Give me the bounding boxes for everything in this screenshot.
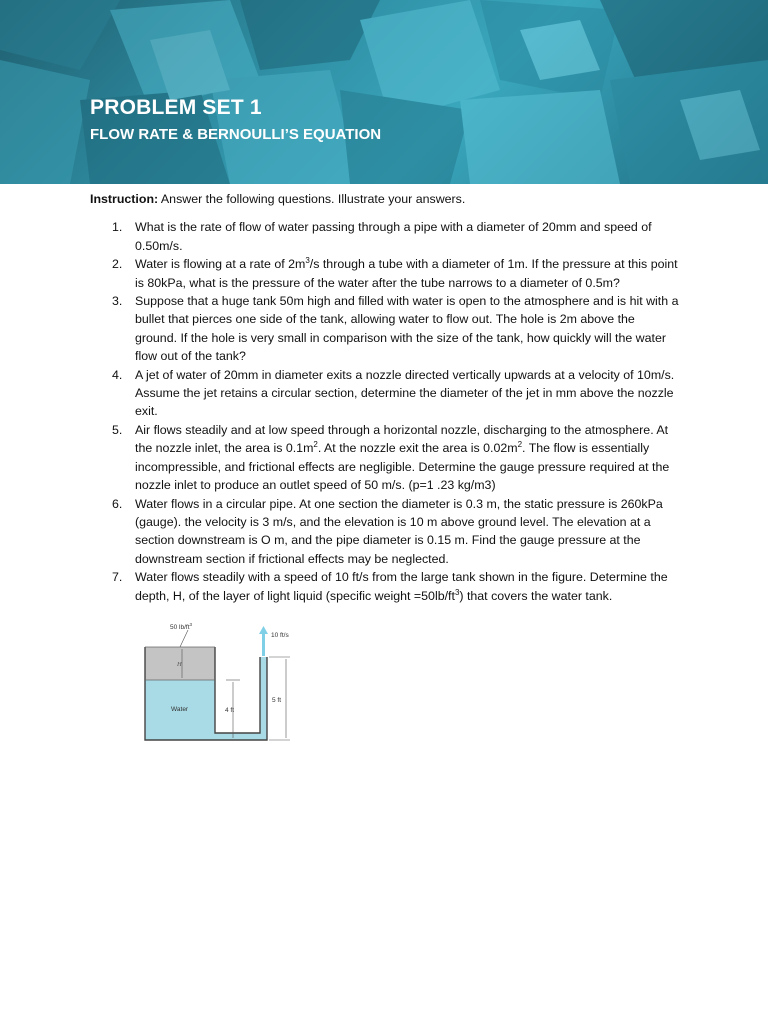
question-3 [90,292,680,366]
superscript: 3 [305,256,310,266]
header-banner [0,0,768,184]
question-6 [90,495,680,569]
superscript: 2 [313,440,318,450]
question-text: Air flows steadily and at low speed through a horizontal nozzle, discharging to the atmosphere. At the nozzle inlet, the area is 0.1m [135,422,669,456]
banner-text [90,96,381,144]
instruction-text: Answer the following questions. Illustrate your answers. [158,192,466,206]
question-text: /s through a tube with a diameter of 1m. If the pressure at this point is 80kPa, what is the pressure of the water after the tube narrows to a diameter of 0.5m? [135,257,678,290]
leader-line [180,630,188,647]
question-number: 4. [112,367,123,382]
question-7 [90,568,680,605]
question-1 [90,218,680,255]
vertical-pipe-water [260,657,267,740]
water-label: Water [171,706,189,713]
question-text: Water flows steadily with a speed of 10 ft/s from the large tank shown in the figure. Determine the depth, H, of the layer of light liquid (specific weight =50lb/ft [135,570,668,603]
height-label: 5 ft [272,697,282,704]
page-title: PROBLEM SET 1 [90,96,262,119]
question-number: 7. [112,570,123,585]
question-text: Suppose that a huge tank 50m high and filled with water is open to the atmosphere and is hit with a bullet that pierces one side of the tank, allowing water to flow out. The hole is 2m above the ground. If the hole is very small in comparison with the size of the tank, how quickly will the water flow out of the tank? [135,294,679,364]
light-liquid-label: 50 $lb/ft^3$ [170,622,193,631]
question-text: . The flow is essentially incompressible, and frictional effects are negligible. Determine the gauge pressure required at the nozzle inlet to produce an outlet speed of 50 m/s. (p=1 .23 kg/m3) [135,441,670,493]
question-text: Water flows in a circular pipe. At one section the diameter is 0.3 m, the static pressure is 260kPa (gauge). the velocity is 3 m/s, and the elevation is 10 m above ground level. The elevation at a section downstream is O m, and the pipe diameter is 0.15 m. Find the gauge pressure at the downstream section if frictional effects may be neglected. [135,496,663,566]
question-list [90,218,680,605]
instruction-label: Instruction: [90,192,159,206]
flow-arrowhead-icon [259,626,268,634]
question-text: Water is flowing at a rate of 2m [135,257,306,272]
question-text: What is the rate of flow of water passing through a pipe with a diameter of 20mm and speed of 0.50m/s. [135,220,652,253]
instruction [90,190,680,208]
question-2 [90,255,680,292]
page-subtitle: FLOW RATE & BERNOULLI’S EQUATION [90,126,382,143]
pipe-wall [215,647,260,733]
question-text: . At the nozzle exit the area is 0.02m [317,441,518,456]
question-number: 6. [112,496,123,511]
tank-figure [138,616,300,744]
superscript: 3 [454,587,460,597]
velocity-label: 10 ft/s [271,632,289,639]
question-number: 1. [112,220,123,235]
problem-content [90,190,680,605]
question-text: ) that covers the water tank. [459,588,613,603]
question-4 [90,366,680,421]
question-number: 5. [112,422,123,437]
superscript: 2 [517,440,523,450]
question-text: A jet of water of 20mm in diameter exits a nozzle directed vertically upwards at a velocity of 10m/s. Assume the jet retains a circular section, determine the diameter of the jet in mm above the nozzle exit. [135,367,675,419]
h-label: H [177,661,182,668]
pipe-water [215,733,267,740]
banner-background [0,0,768,184]
question-number: 3. [112,294,123,309]
question-5 [90,421,680,495]
depth-label: 4 ft [225,707,235,714]
question-number: 2. [112,257,123,272]
